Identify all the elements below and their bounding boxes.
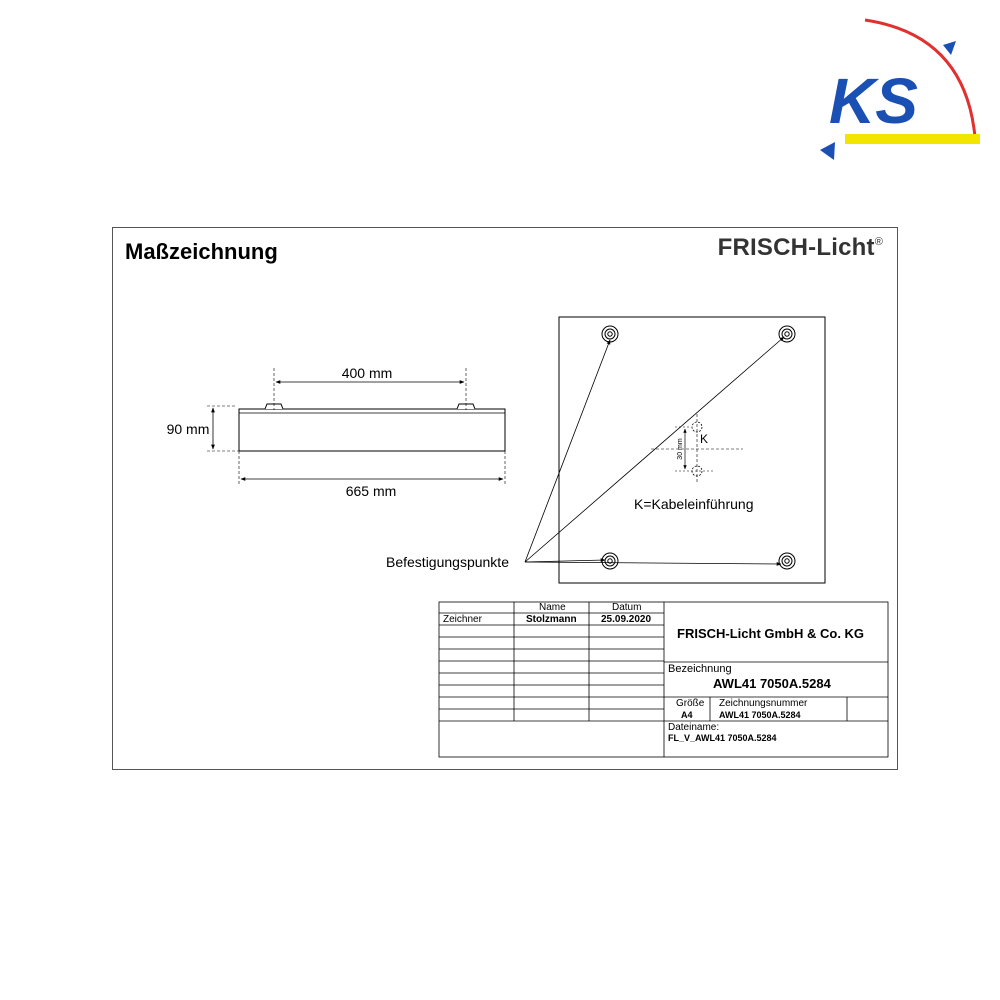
registered-mark: ® bbox=[874, 236, 883, 248]
tb-filename: FL_V_AWL41 7050A.5284 bbox=[668, 733, 777, 743]
cable-label-k: K bbox=[700, 432, 709, 446]
tb-date: 25.09.2020 bbox=[601, 614, 652, 625]
ks-logo bbox=[815, 15, 985, 170]
tb-size-label: Größe bbox=[676, 698, 705, 709]
logo-text: KS bbox=[829, 65, 918, 137]
sheet-title: Maßzeichnung bbox=[125, 239, 278, 264]
tb-size: A4 bbox=[681, 710, 693, 720]
tb-drawing-no: AWL41 7050A.5284 bbox=[719, 710, 801, 720]
side-view bbox=[167, 365, 505, 499]
logo-triangle-bottom bbox=[820, 142, 835, 160]
cable-legend: K=Kabeleinführung bbox=[634, 496, 754, 512]
back-plate bbox=[559, 317, 825, 583]
tb-designation-label: Bezeichnung bbox=[668, 663, 732, 675]
mount-points-label: Befestigungspunkte bbox=[386, 554, 509, 570]
tb-row-label: Zeichner bbox=[443, 614, 482, 625]
tb-company: FRISCH-Licht GmbH & Co. KG bbox=[677, 626, 865, 641]
mounting-hole bbox=[779, 553, 795, 569]
tb-filename-label: Dateiname: bbox=[668, 722, 720, 733]
dim-label-665: 665 mm bbox=[345, 483, 397, 499]
dim-label-90: 90 mm bbox=[166, 421, 210, 437]
logo-triangle-top bbox=[943, 41, 956, 55]
tb-header-name: Name bbox=[539, 602, 566, 613]
tb-designation: AWL41 7050A.5284 bbox=[713, 676, 831, 691]
drawing-sheet bbox=[112, 227, 898, 770]
tb-drafter: Stolzmann bbox=[526, 614, 577, 625]
tb-drawing-no-label: Zeichnungsnummer bbox=[719, 698, 808, 709]
tb-header-date: Datum bbox=[612, 602, 642, 613]
luminaire-body bbox=[239, 409, 505, 451]
mounting-hole bbox=[602, 553, 618, 569]
dim-label-400: 400 mm bbox=[341, 365, 393, 381]
dim-label-30: 30 mm bbox=[677, 438, 684, 460]
mounting-hole bbox=[602, 326, 618, 342]
brand-text: FRISCH-Licht bbox=[717, 234, 875, 261]
